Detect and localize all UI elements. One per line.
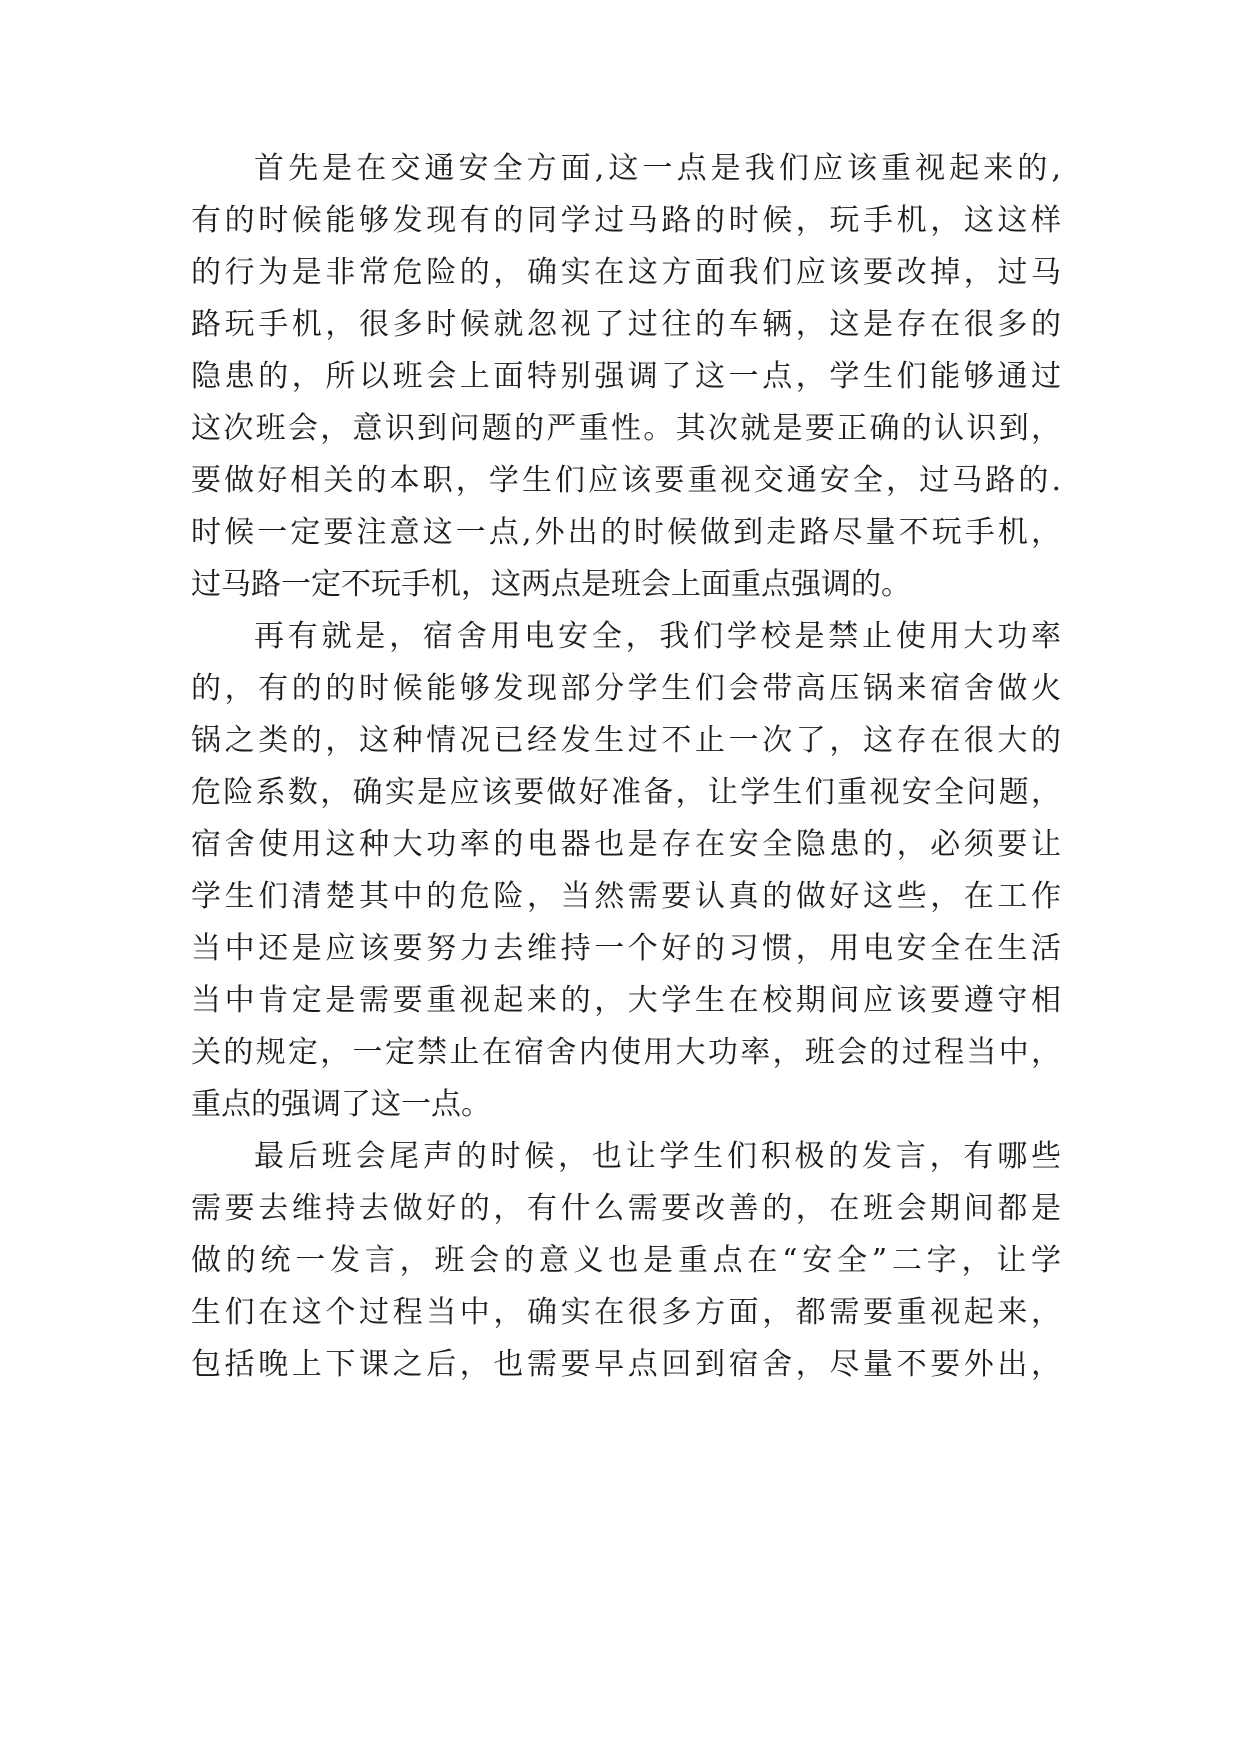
text-line: 做的统一发言，班会的意义也是重点在“安全”二字，让学 (191, 1243, 1061, 1278)
text-line: 再有就是，宿舍用电安全，我们学校是禁止使用大功率 (254, 619, 1061, 654)
text-line: 这次班会，意识到问题的严重性。其次就是要正确的认识到， (191, 411, 1061, 446)
text-line: 要做好相关的本职，学生们应该要重视交通安全，过马路的. (191, 463, 1061, 498)
text-line: 过马路一定不玩手机，这两点是班会上面重点强调的。 (191, 567, 911, 602)
text-line: 宿舍使用这种大功率的电器也是存在安全隐患的，必须要让 (191, 827, 1061, 862)
text-line: 的行为是非常危险的，确实在这方面我们应该要改掉，过马 (191, 255, 1061, 290)
text-line: 重点的强调了这一点。 (191, 1087, 491, 1122)
text-line: 当中肯定是需要重视起来的，大学生在校期间应该要遵守相 (191, 983, 1061, 1018)
text-line: 锅之类的，这种情况已经发生过不止一次了，这存在很大的 (191, 723, 1061, 758)
text-line: 危险系数，确实是应该要做好准备，让学生们重视安全问题， (191, 775, 1061, 810)
text-line: 路玩手机，很多时候就忽视了过往的车辆，这是存在很多的 (191, 307, 1061, 342)
text-line: 首先是在交通安全方面,这一点是我们应该重视起来的, (254, 151, 1061, 186)
text-line: 需要去维持去做好的，有什么需要改善的，在班会期间都是 (191, 1191, 1061, 1226)
text-line: 的，有的的时候能够发现部分学生们会带高压锅来宿舍做火 (191, 671, 1061, 706)
text-line: 当中还是应该要努力去维持一个好的习惯，用电安全在生活 (191, 931, 1061, 966)
text-line: 时候一定要注意这一点,外出的时候做到走路尽量不玩手机， (191, 515, 1061, 550)
text-line: 学生们清楚其中的危险，当然需要认真的做好这些，在工作 (191, 879, 1061, 914)
text-line: 关的规定，一定禁止在宿舍内使用大功率，班会的过程当中， (191, 1035, 1061, 1070)
text-line: 生们在这个过程当中，确实在很多方面，都需要重视起来， (191, 1295, 1061, 1330)
text-line: 最后班会尾声的时候，也让学生们积极的发言，有哪些 (254, 1139, 1061, 1174)
text-line: 包括晚上下课之后，也需要早点回到宿舍，尽量不要外出， (191, 1347, 1061, 1382)
text-line: 隐患的，所以班会上面特别强调了这一点，学生们能够通过 (191, 359, 1061, 394)
text-line: 有的时候能够发现有的同学过马路的时候，玩手机，这这样 (191, 203, 1061, 238)
